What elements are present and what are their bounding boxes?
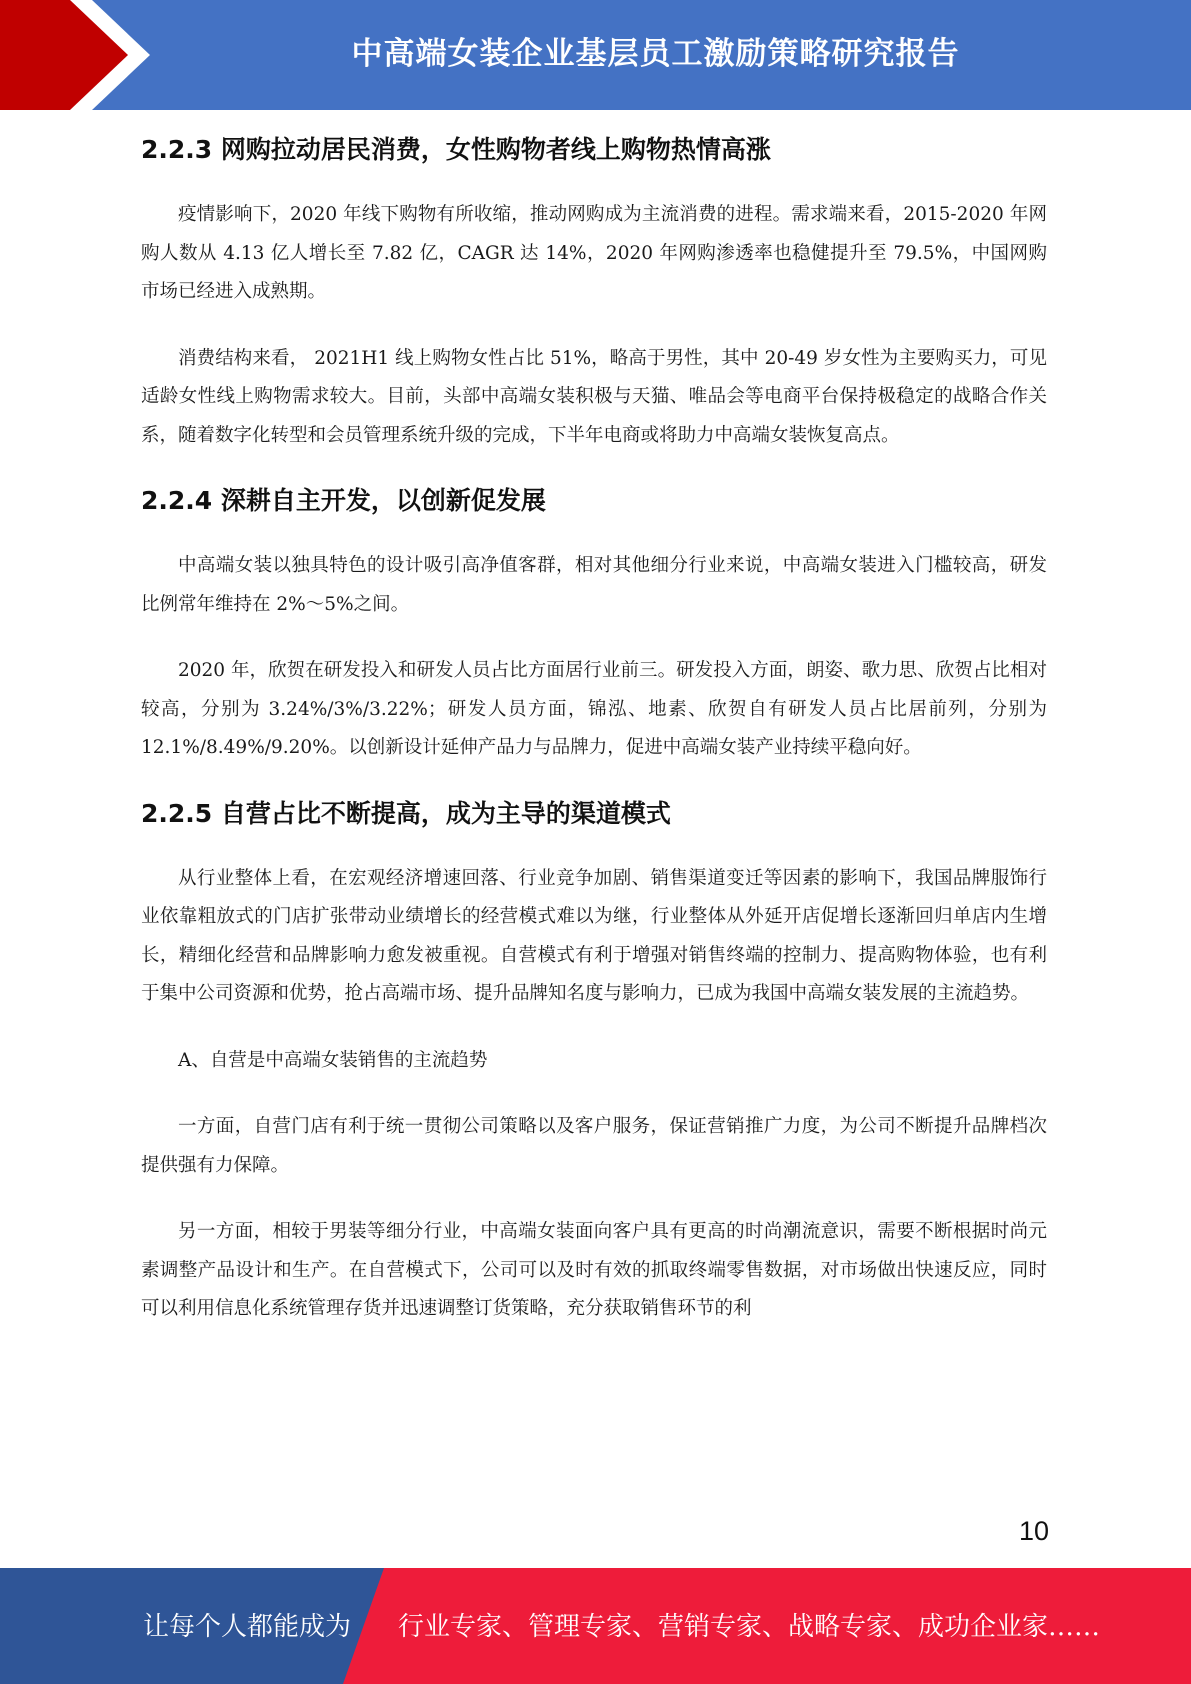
body-paragraph: 中高端女装以独具特色的设计吸引高净值客群，相对其他细分行业来说，中高端女装进入门槛较高，研发比例常年维持在 2%～5%之间。 <box>141 555 1047 615</box>
page-header <box>0 0 1191 110</box>
body-paragraph: 疫情影响下，2020 年线下购物有所收缩，推动网购成为主流消费的进程。需求端来看，2015-2020 年网购人数从 4.13 亿人增长至 7.82 亿，CAGR 达 14%，2020 年网购渗透率也稳健提升至 79.5%，中国网购市场已经进入成熟期。 <box>141 204 1047 302</box>
page-number: 10 <box>1018 1516 1049 1546</box>
footer-slogan-left: 让每个人都能成为 <box>143 1612 352 1642</box>
body-paragraph: 从行业整体上看，在宏观经济增速回落、行业竞争加剧、销售渠道变迁等因素的影响下，我国品牌服饰行业依靠粗放式的门店扩张带动业绩增长的经营模式难以为继，行业整体从外延开店促增长逐渐回归单店内生增长，精细化经营和品牌影响力愈发被重视。自营模式有利于增强对销售终端的控制力、提高购物体验，也有利于集中公司资源和优势，抢占高端市场、提升品牌知名度与影响力，已成为我国中高端女装发展的主流趋势。 <box>141 867 1047 1004</box>
section-heading: 2.2.4 深耕自主开发，以创新促发展 <box>141 486 546 515</box>
body-paragraph: 另一方面，相较于男装等细分行业，中高端女装面向客户具有更高的时尚潮流意识，需要不断根据时尚元素调整产品设计和生产。在自营模式下，公司可以及时有效的抓取终端零售数据，对市场做出快速反应，同时可以利用信息化系统管理存货并迅速调整订货策略，充分获取销售环节的利 <box>141 1221 1047 1319</box>
subheading-paragraph: A、自营是中高端女装销售的主流趋势 <box>178 1049 488 1071</box>
report-title: 中高端女装企业基层员工激励策略研究报告 <box>351 36 960 72</box>
footer-slogan-right: 行业专家、管理专家、营销专家、战略专家、成功企业家…… <box>398 1612 1101 1642</box>
report-body <box>141 128 1047 1329</box>
section-heading: 2.2.3 网购拉动居民消费，女性购物者线上购物热情高涨 <box>141 135 771 164</box>
body-paragraph: 消费结构来看， 2021H1 线上购物女性占比 51%，略高于男性，其中 20-49 岁女性为主要购买力，可见适龄女性线上购物需求较大。目前，头部中高端女装积极与天猫、唯品会等电商平台保持极稳定的战略合作关系，随着数字化转型和会员管理系统升级的完成，下半年电商或将助力中高端女装恢复高点。 <box>141 347 1047 446</box>
body-paragraph: 一方面，自营门店有利于统一贯彻公司策略以及客户服务，保证营销推广力度，为公司不断提升品牌档次提供强有力保障。 <box>141 1116 1047 1176</box>
section-heading: 2.2.5 自营占比不断提高，成为主导的渠道模式 <box>141 798 671 828</box>
body-paragraph: 2020 年，欣贺在研发投入和研发人员占比方面居行业前三。研发投入方面，朗姿、歌力思、欣贺占比相对较高，分别为 3.24%/3%/3.22%；研发人员方面，锦泓、地素、欣贺自有研发人员占比居前列，分别为 12.1%/8.49%/9.20%。以创新设计延伸产品力与品牌力，促进中高端女装产业持续平稳向好。 <box>141 660 1047 758</box>
page-footer <box>0 1568 1191 1684</box>
